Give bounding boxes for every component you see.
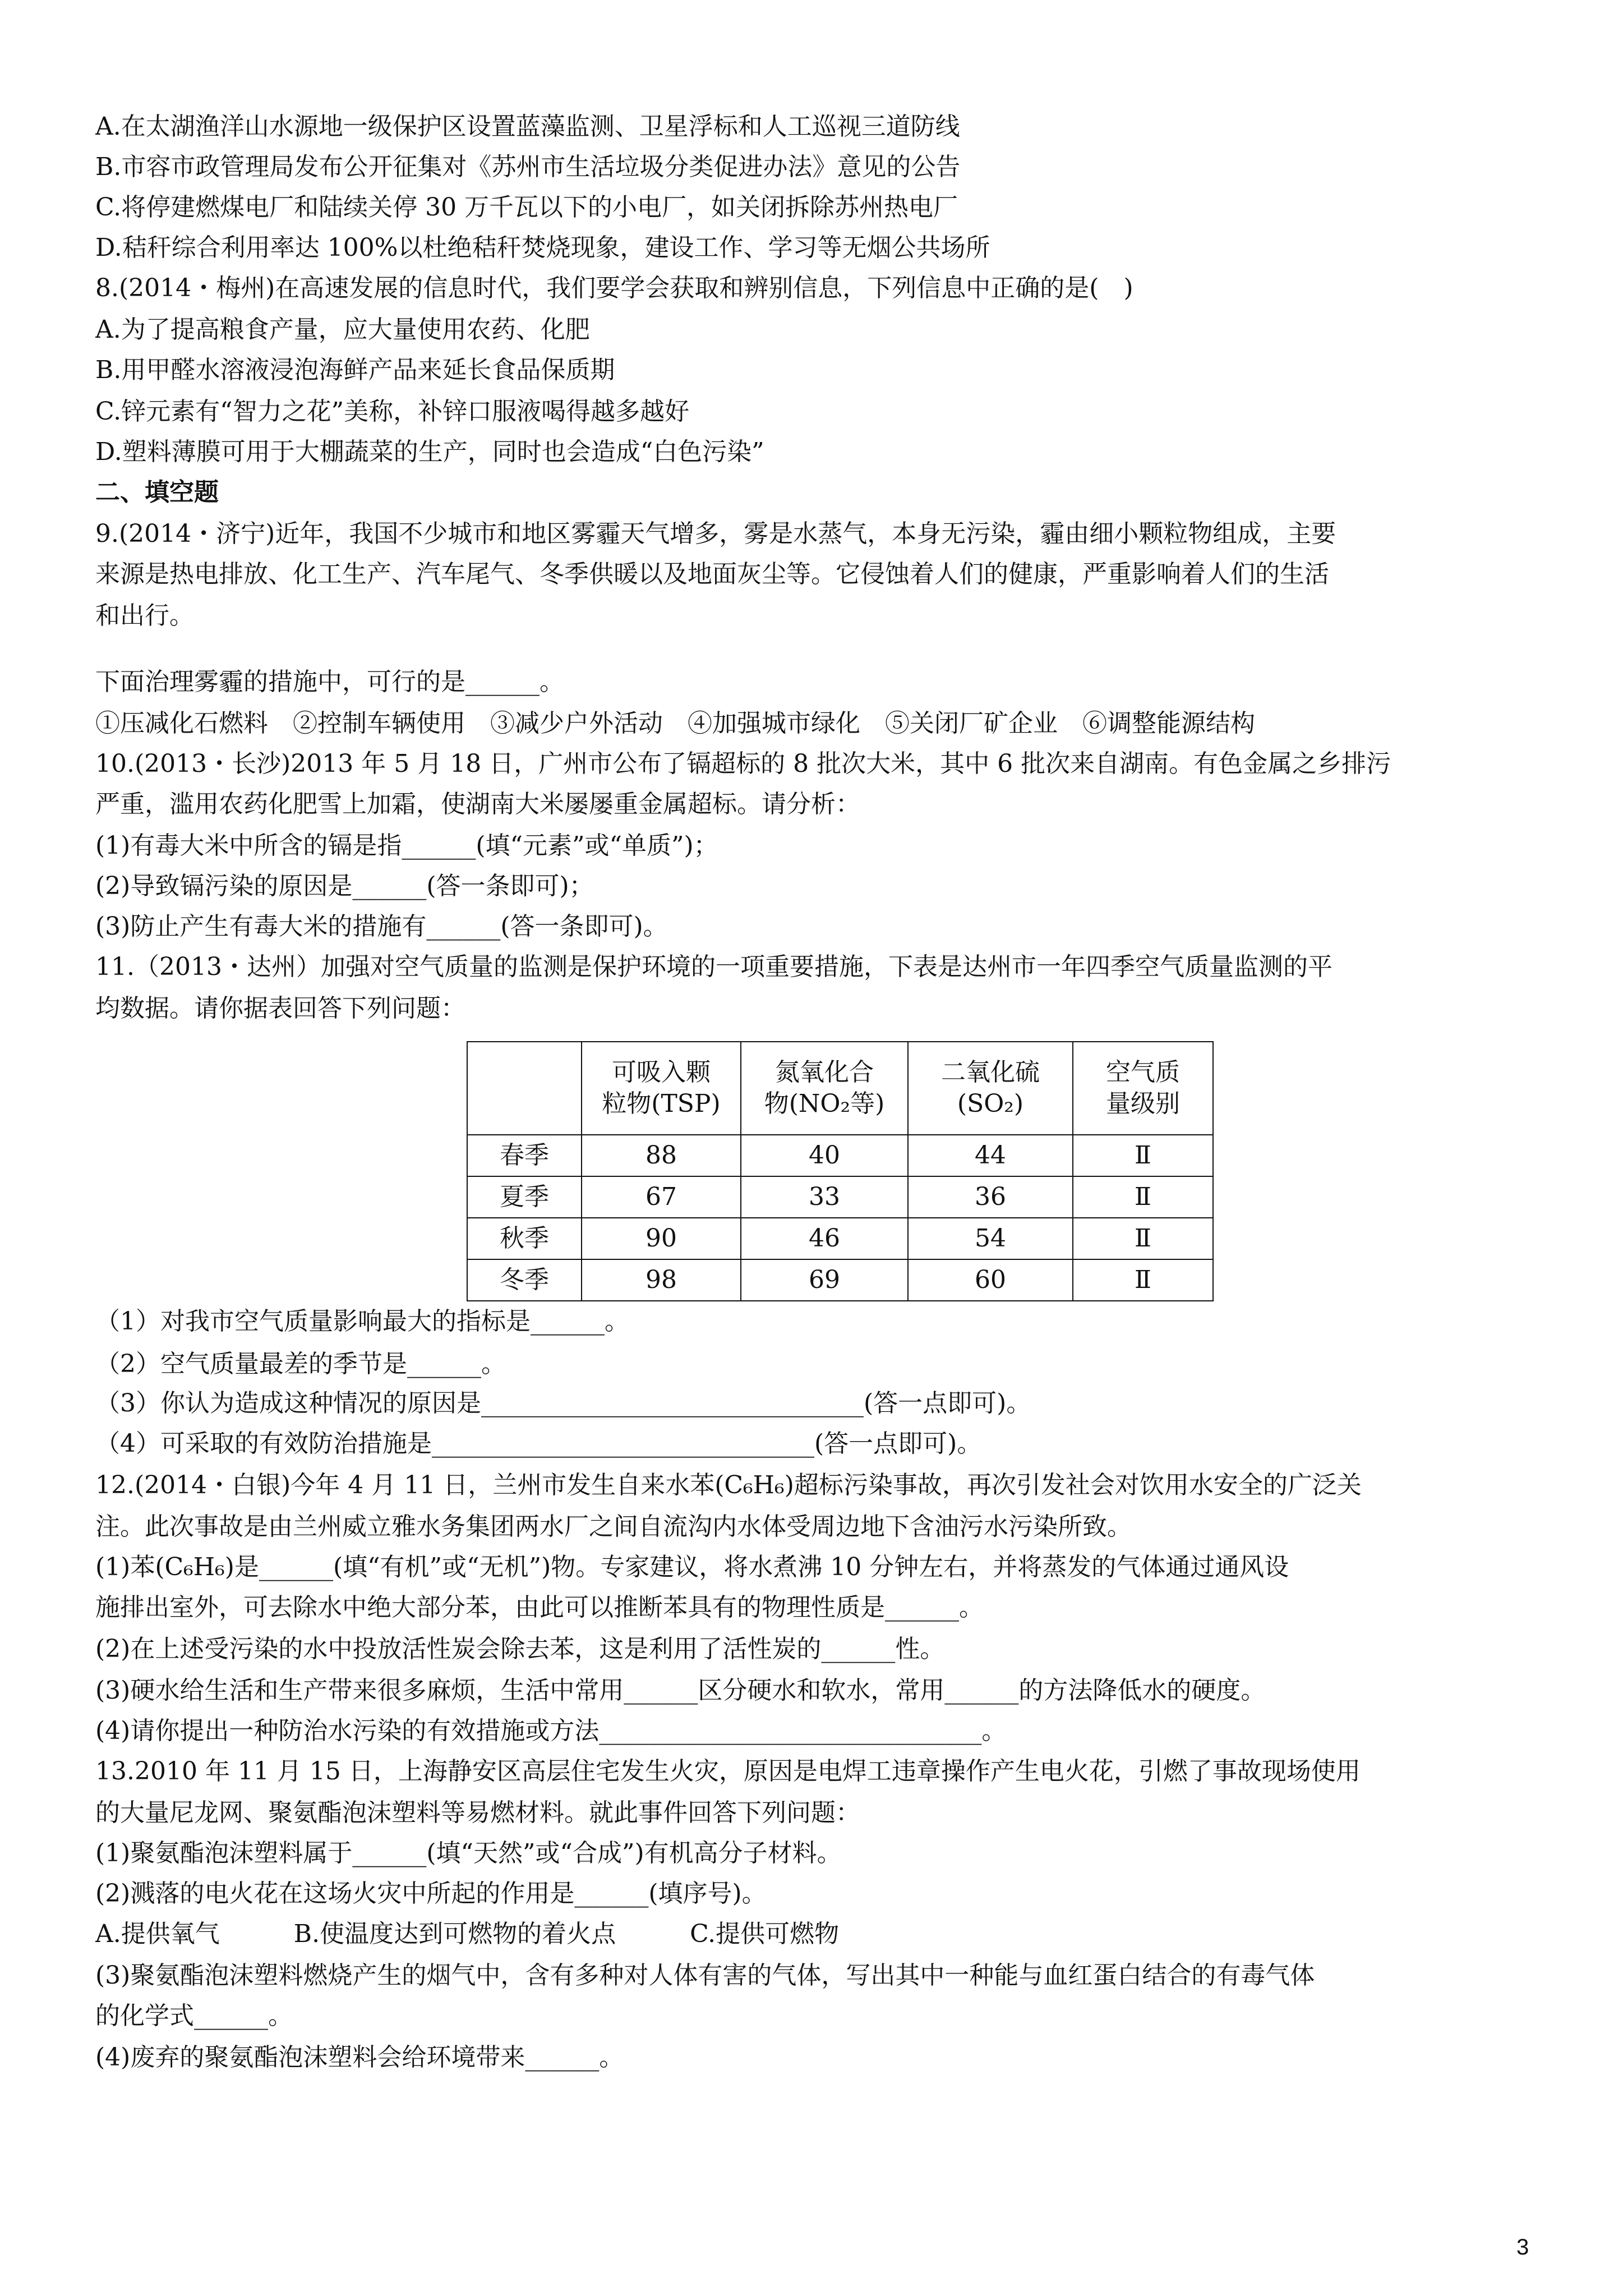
table-cell: 69 xyxy=(741,1259,908,1301)
text-line: (3)防止产生有毒大米的措施有______(答一条即可)。 xyxy=(95,912,668,941)
table-cell: 秋季 xyxy=(467,1218,582,1259)
table-cell: 冬季 xyxy=(467,1259,582,1301)
text-line: （2）空气质量最差的季节是______。 xyxy=(95,1350,506,1378)
table-header-cell: 可吸入颗 粒物(TSP) xyxy=(582,1042,741,1135)
text-line: 施排出室外，可去除水中绝大部分苯，由此可以推断苯具有的物理性质是______。 xyxy=(95,1593,984,1622)
text-line: （1）对我市空气质量影响最大的指标是______。 xyxy=(95,1307,629,1336)
text-line: 13.2010 年 11 月 15 日，上海静安区高层住宅发生火灾，原因是电焊工违章操作产生电火花，引燃了事故现场使用 xyxy=(95,1757,1361,1786)
table-cell: 67 xyxy=(582,1176,741,1218)
table-header-cell xyxy=(467,1042,582,1135)
text-line: 9.(2014・济宁)近年，我国不少城市和地区雾霾天气增多，雾是水蒸气，本身无污染，霾由细小颗粒物组成，主要 xyxy=(95,519,1336,548)
table-cell: 33 xyxy=(741,1176,908,1218)
table-row xyxy=(467,1135,1213,1176)
text-line: D.秸秆综合利用率达 100%以杜绝秸秆焚烧现象，建设工作、学习等无烟公共场所 xyxy=(95,233,990,262)
text-line: C.锌元素有“智力之花”美称，补锌口服液喝得越多越好 xyxy=(95,397,690,426)
section-heading: 二、填空题 xyxy=(95,478,219,507)
text-line: (2)溅落的电火花在这场火灾中所起的作用是______(填序号)。 xyxy=(95,1879,767,1908)
table-header-row xyxy=(467,1042,1213,1135)
text-line: B.用甲醛水溶液浸泡海鲜产品来延长食品保质期 xyxy=(95,356,615,384)
table-cell: 40 xyxy=(741,1135,908,1176)
text-line: A.为了提高粮食产量，应大量使用农药、化肥 xyxy=(95,315,590,344)
text-line: B.市容市政管理局发布公开征集对《苏州市生活垃圾分类促进办法》意见的公告 xyxy=(95,153,961,181)
text-line: 的大量尼龙网、聚氨酯泡沫塑料等易燃材料。就此事件回答下列问题： xyxy=(95,1798,860,1827)
text-line: 注。此次事故是由兰州威立雅水务集团两水厂之间自流沟内水体受周边地下含油污水污染所致。 xyxy=(95,1512,1132,1541)
text-line: 10.(2013・长沙)2013 年 5 月 18 日，广州市公布了镉超标的 8 批次大米，其中 6 批次来自湖南。有色金属之乡排污 xyxy=(95,749,1391,778)
text-line: A.提供氧气 B.使温度达到可燃物的着火点 C.提供可燃物 xyxy=(95,1920,840,1948)
text-line: 下面治理雾霾的措施中，可行的是______。 xyxy=(95,668,564,696)
table-header-cell: 氮氧化合 物(NO₂等) xyxy=(741,1042,908,1135)
text-line: (2)导致镉污染的原因是______(答一条即可)； xyxy=(95,872,594,900)
text-line: 均数据。请你据表回答下列问题： xyxy=(95,994,465,1023)
text-line: (1)聚氨酯泡沫塑料属于______(填“天然”或“合成”)有机高分子材料。 xyxy=(95,1839,842,1867)
text-line: 12.(2014・白银)今年 4 月 11 日，兰州市发生自来水苯(C₆H₆)超标污染事故，再次引发社会对饮用水安全的广泛关 xyxy=(95,1471,1362,1499)
table-header-cell: 空气质 量级别 xyxy=(1073,1042,1213,1135)
text-line: 来源是热电排放、化工生产、汽车尾气、冬季供暖以及地面灰尘等。它侵蚀着人们的健康，严重影响着人们的生活 xyxy=(95,560,1329,588)
table-cell: Ⅱ xyxy=(1073,1135,1213,1176)
text-line: (4)废弃的聚氨酯泡沫塑料会给环境带来______。 xyxy=(95,2043,624,2072)
table-cell: 88 xyxy=(582,1135,741,1176)
air-quality-table xyxy=(467,1041,1214,1301)
table-cell: 36 xyxy=(908,1176,1073,1218)
text-line: 严重，滥用农药化肥雪上加霜，使湖南大米屡屡重金属超标。请分析： xyxy=(95,790,860,818)
table-cell: 春季 xyxy=(467,1135,582,1176)
table-cell: 60 xyxy=(908,1259,1073,1301)
text-line: (3)聚氨酯泡沫塑料燃烧产生的烟气中，含有多种对人体有害的气体，写出其中一种能与血红蛋白结合的有毒气体 xyxy=(95,1961,1315,1990)
text-line: (4)请你提出一种防治水污染的有效措施或方法_______________________________。 xyxy=(95,1717,1007,1745)
table-cell: Ⅱ xyxy=(1073,1218,1213,1259)
table-row xyxy=(467,1218,1213,1259)
text-line: (2)在上述受污染的水中投放活性炭会除去苯，这是利用了活性炭的______性。 xyxy=(95,1635,945,1663)
text-line: (1)苯(C₆H₆)是______(填“有机”或“无机”)物。专家建议，将水煮沸 10 分钟左右，并将蒸发的气体通过通风设 xyxy=(95,1553,1289,1581)
table-cell: 98 xyxy=(582,1259,741,1301)
table-cell: 44 xyxy=(908,1135,1073,1176)
table-cell: Ⅱ xyxy=(1073,1259,1213,1301)
text-line: (3)硬水给生活和生产带来很多麻烦，生活中常用______区分硬水和软水，常用______的方法降低水的硬度。 xyxy=(95,1676,1266,1705)
text-line: D.塑料薄膜可用于大棚蔬菜的生产，同时也会造成“白色污染” xyxy=(95,438,764,466)
text-line: A.在太湖渔洋山水源地一级保护区设置蓝藻监测、卫星浮标和人工巡视三道防线 xyxy=(95,112,960,141)
table-cell: Ⅱ xyxy=(1073,1176,1213,1218)
table-cell: 夏季 xyxy=(467,1176,582,1218)
text-line: （3）你认为造成这种情况的原因是_______________________________(答一点即可)。 xyxy=(95,1389,1031,1418)
text-line: (1)有毒大米中所含的镉是指______(填“元素”或“单质”)； xyxy=(95,831,718,860)
page-number: 3 xyxy=(1516,2235,1529,2260)
table-cell: 90 xyxy=(582,1218,741,1259)
text-line: 11.（2013・达州）加强对空气质量的监测是保护环境的一项重要措施，下表是达州市一年四季空气质量监测的平 xyxy=(95,953,1332,981)
text-line: C.将停建燃煤电厂和陆续关停 30 万千瓦以下的小电厂，如关闭拆除苏州热电厂 xyxy=(95,193,958,222)
text-line: 的化学式______。 xyxy=(95,2001,293,2030)
table-row xyxy=(467,1176,1213,1218)
text-line: ①压减化石燃料 ②控制车辆使用 ③减少户外活动 ④加强城市绿化 ⑤关闭厂矿企业 ⑥调整能源结构 xyxy=(95,709,1255,738)
table-cell: 54 xyxy=(908,1218,1073,1259)
text-line: （4）可采取的有效防治措施是_______________________________(答一点即可)。 xyxy=(95,1429,982,1458)
table-header-cell: 二氧化硫 (SO₂) xyxy=(908,1042,1073,1135)
text-line: 8.(2014・梅州)在高速发展的信息时代，我们要学会获取和辨别信息，下列信息中正确的是( ) xyxy=(95,274,1133,302)
table-cell: 46 xyxy=(741,1218,908,1259)
table-row xyxy=(467,1259,1213,1301)
text-line: 和出行。 xyxy=(95,601,194,630)
